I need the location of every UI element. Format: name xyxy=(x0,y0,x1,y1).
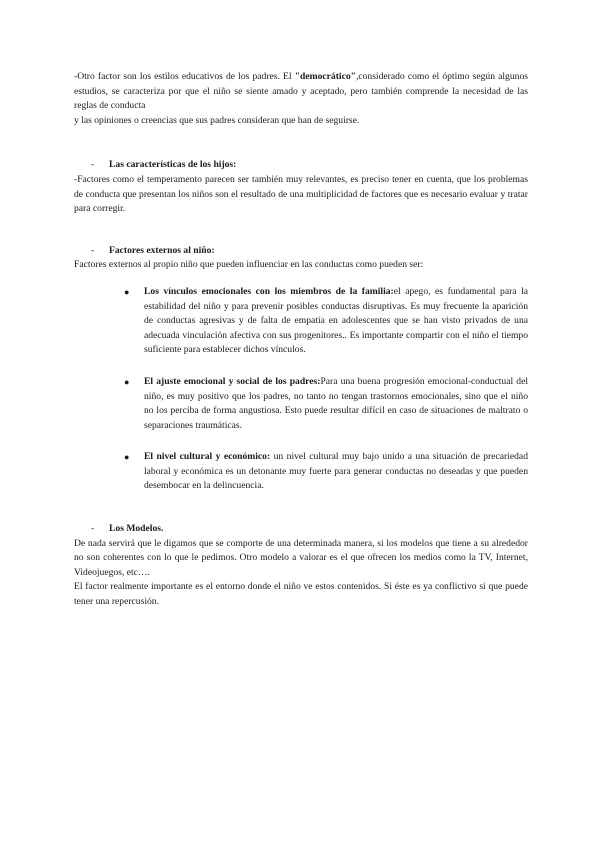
list-item-text: un nivel cultural muy bajo unido a una situación de precariedad laboral y económica es un detonante muy fuerte para generar conductas no deseadas y que pueden desembocar en la delincuencia. xyxy=(144,451,528,492)
document-page xyxy=(74,70,528,610)
list-item xyxy=(124,450,528,494)
heading-dash: - xyxy=(91,159,95,171)
bullet-icon: ● xyxy=(124,376,130,387)
intro-line-2: y las opiniones o creencias que sus padres consideran que han de seguirse. xyxy=(74,114,360,126)
intro-text-before: -Otro factor son los estilos educativos de los padres. El xyxy=(74,71,295,82)
externos-intro: Factores externos al propio niño que pueden influenciar en las conductas como pueden ser: xyxy=(74,259,424,271)
list-item-title: Los vínculos emocionales con los miembros de la familia: xyxy=(144,285,394,297)
intro-bold-term: "democrático" xyxy=(294,71,356,82)
heading-dash: - xyxy=(91,244,95,256)
hijos-body: -Factores como el temperamento parecen ser también muy relevantes, es preciso tener en cuenta, que los problemas de conducta que presentan los niños son el resultado de una multiplicidad de factores que es necesario evaluar y tratar para corregir. xyxy=(74,173,528,215)
list-item xyxy=(124,285,528,358)
intro-text-after: ,considerado como el óptimo según algunos estudios, se caracteriza por que el niño se siente amado y aceptado, pero también comprende la necesidad de las reglas de conducta xyxy=(74,71,528,112)
heading-text: Los Modelos. xyxy=(109,523,164,535)
heading-text: Las características de los hijos: xyxy=(109,159,237,171)
list-item-text: Para una buena progresión emocional-conductual del niño, es muy positivo que los padres, no tanto no tengan trastornos emocionales, sino que el niño no los perciba de forma angustiosa. Esto puede resultar difícil en caso de situaciones de maltrato o separaciones traumáticas. xyxy=(144,375,528,431)
modelos-body-2: El factor realmente importante es el entorno donde el niño ve estos contenidos. Si éste es ya conflictivo sí que puede tener una repercusión. xyxy=(74,581,528,608)
heading-text: Factores externos al niño: xyxy=(109,244,215,256)
externos-bullet-list xyxy=(74,285,528,494)
list-item-title: El ajuste emocional y social de los padres: xyxy=(144,375,321,387)
heading-los-modelos xyxy=(91,522,528,537)
bullet-icon: ● xyxy=(124,286,130,297)
heading-caracteristicas-hijos xyxy=(91,158,528,173)
heading-factores-externos xyxy=(91,244,528,259)
heading-dash: - xyxy=(91,523,95,535)
list-item xyxy=(124,375,528,433)
list-item-text: el apego, es fundamental para la estabilidad del niño y para prevenir posibles conductas disruptivas. Es muy frecuente la aparición de conductas agresivas y de falta de empatía en adolescentes que se han visto privados de una adecuada vinculación afectiva con sus progenitores.. Es importante compartir con el niño el tiempo suficiente para establecer dichos vínculos. xyxy=(144,285,528,356)
list-item-title: El nivel cultural y económico: xyxy=(144,451,271,463)
modelos-body-1: De nada servirá que le digamos que se comporte de una determinada manera, si los modelos que tiene a su alrededor no son coherentes con lo que le pedimos. Otro modelo a valorar es el que ofrecen los medios como la TV, Internet, Videojuegos, etc…. xyxy=(74,537,528,578)
bullet-icon: ● xyxy=(124,452,130,463)
intro-paragraph xyxy=(74,70,528,114)
